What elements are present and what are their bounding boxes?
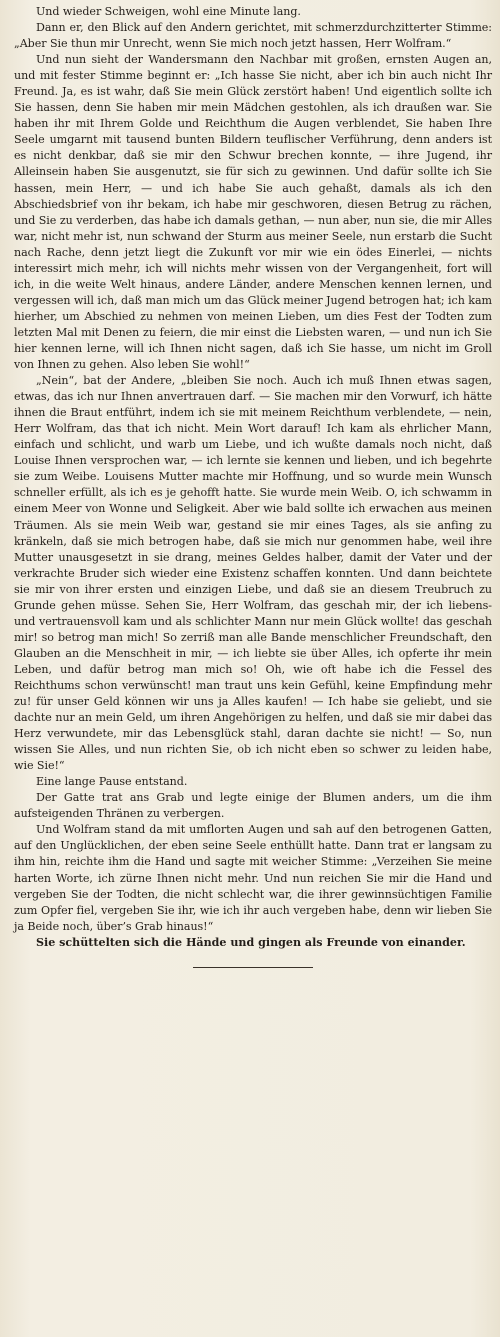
section-divider: [193, 967, 313, 968]
paragraph-wolfram-speech: Und nun sieht der Wandersmann den Nachbar mit großen, ernsten Augen an, und mit fester Stimme beginnt er: „Ich hasse Sie nicht, aber ich bin auch nicht Ihr Freund. Ja, es ist wahr, daß Sie mein Glück zerstört haben! Und eigentlich sollte ich Sie hassen, denn Sie haben mir mein Mädchen gestohlen, als ich draußen war. Sie haben ihr mit Ihrem Golde und Reichthum die Augen verblendet, Sie haben Ihre Seele umgarnt mit tausend bunten Bildern teuflischer Verführung, denn anders ist es nicht denkbar, daß sie mir den Schwur brechen konnte, — ihre Jugend, ihr Alleinsein haben Sie ausgenutzt, sie für sich zu gewinnen. Und dafür sollte ich Sie hassen, mein Herr, — und ich habe Sie auch gehaßt, damals als ich den Abschiedsbrief von ihr bekam, ich habe mir geschworen, diesen Betrug zu rächen, und Sie zu verderben, das habe ich damals gethan, — nun aber, nun sie, die mir Alles war, nicht mehr ist, nun schwand der Sturm aus meiner Seele, nun erstarb die Sucht nach Rache, denn jetzt liegt die Zukunft vor mir wie ein ödes Einerlei, — nichts interessirt mich mehr, ich will nichts mehr wissen von der Vergangenheit, fort will ich, in die weite Welt hinaus, andere Länder, andere Menschen kennen lernen, und vergessen will ich, daß man mich um das Glück meiner Jugend betrogen hat; ich kam hierher, um Abschied zu nehmen von meinen Lieben, um dies Fest der Todten zum letzten Mal mit Denen zu feiern, die mir einst die Liebsten waren, — und nun ich Sie hier kennen lerne, will ich Ihnen nicht sagen, daß ich Sie hasse, um nicht im Groll von Ihnen zu gehen. Also leben Sie wohl!“: [14, 53, 492, 372]
paragraph-husband-confession: „Nein“, bat der Andere, „bleiben Sie noch. Auch ich muß Ihnen etwas sagen, etwas, das ich nur Ihnen anvertrauen darf. — Sie machen mir den Vorwurf, ich hätte ihnen die Braut entführt, indem ich sie mit meinem Reichthum verblendete, — nein, Herr Wolfram, das that ich nicht. Mein Wort darauf! Ich kam als ehrlicher Mann, einfach und schlicht, und warb um Liebe, und ich wußte damals noch nicht, daß Louise Ihnen versprochen war, — ich lernte sie kennen und lieben, und ich begehrte sie zum Weibe. Louisens Mutter machte mir Hoffnung, und so wurde mein Wunsch schneller erfüllt, als ich es je gehofft hatte. Sie wurde mein Weib. O, ich schwamm in einem Meer von Wonne und Seligkeit. Aber wie bald sollte ich erwachen aus meinen Träumen. Als sie mein Weib war, gestand sie mir eines Tages, als sie anfing zu kränkeln, daß sie mich betrogen habe, daß sie mich nur genommen habe, weil ihre Mutter unausgesetzt in sie drang, meines Geldes halber, damit der Vater und der verkrachte Bruder sich wieder eine Existenz schaffen konnten. Und dann beichtete sie mir von ihrer ersten und einzigen Liebe, und daß sie an diesem Treubruch zu Grunde gehen müsse. Sehen Sie, Herr Wolfram, das geschah mir, der ich liebens- und vertrauensvoll kam und als schlichter Mann nur mein Glück wollte! das geschah mir! so betrog man mich! So zerriß man alle Bande menschlicher Freundschaft, den Glauben an die Menschheit in mir, — ich liebte sie über Alles, ich opferte ihr mein Leben, und dafür betrog man mich so! Oh, wie oft habe ich die Fessel des Reichthums schon verwünscht! man traut uns kein Gefühl, keine Empfindung mehr zu! für unser Geld können wir uns ja Alles kaufen! — Ich habe sie geliebt, und sie dachte nur an mein Geld, um ihren Angehörigen zu helfen, und daß sie mir dabei das Herz verwundete, mir das Lebensglück stahl, daran dachte sie nicht! — So, nun wissen Sie Alles, und nun richten Sie, ob ich nicht eben so schwer zu leiden habe, wie Sie!“: [14, 374, 492, 773]
paragraph-husband-plea: Dann er, den Blick auf den Andern gerichtet, mit schmerzdurchzitterter Stimme: „Aber Sie thun mir Unrecht, wenn Sie mich noch jetzt hassen, Herr Wolfram.“: [14, 21, 492, 51]
paragraph-grave: Der Gatte trat ans Grab und legte einige der Blumen anders, um die ihm aufsteigenden Thränen zu verbergen.: [14, 791, 492, 821]
paragraph-forgiveness: Und Wolfram stand da mit umflorten Augen und sah auf den betrogenen Gatten, auf den Unglücklichen, der eben seine Seele enthüllt hatte. Dann trat er langsam zu ihm hin, reichte ihm die Hand und sagte mit weicher Stimme: „Verzeihen Sie meine harten Worte, ich zürne Ihnen nicht mehr. Und nun reichen Sie mir die Hand und vergeben Sie der Todten, die nicht schlecht war, die ihrer gewinnsüchtigen Familie zum Opfer fiel, vergeben Sie ihr, wie ich ihr auch vergeben habe, denn wir lieben Sie ja Beide noch, über’s Grab hinaus!“: [14, 823, 492, 933]
paragraph-closing: Sie schüttelten sich die Hände und gingen als Freunde von einander.: [36, 935, 466, 949]
paragraph-silence: Und wieder Schweigen, wohl eine Minute lang.: [36, 5, 301, 18]
paragraph-pause: Eine lange Pause entstand.: [36, 775, 188, 789]
